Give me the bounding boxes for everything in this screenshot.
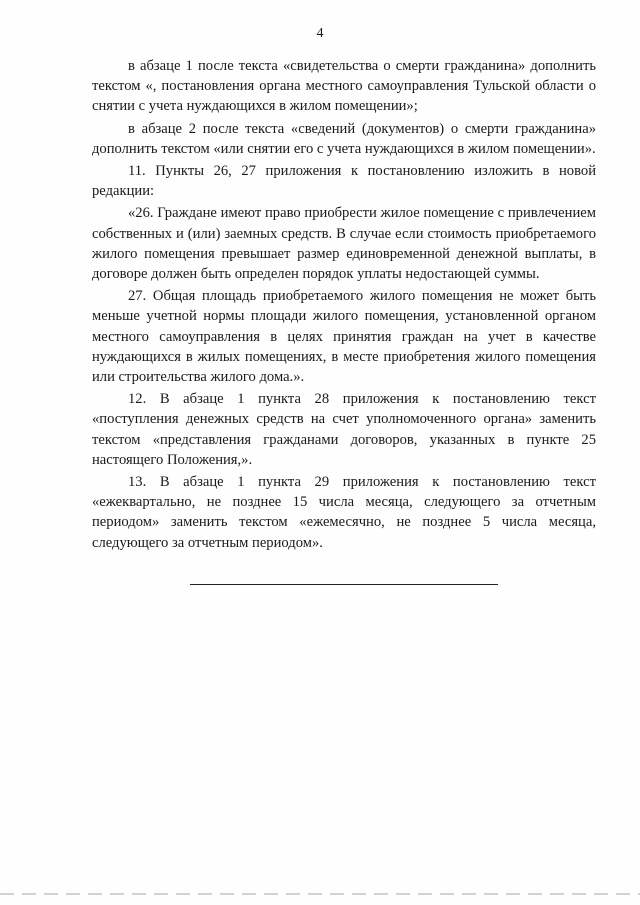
paragraph-6: 12. В абзаце 1 пункта 28 приложения к постановлению текст «поступления денежных средств на счет уполномоченного органа» заменить текстом «представления гражданами договоров, указанных в пункте 25 настоящего Положения,».: [92, 391, 596, 468]
paragraph-1: в абзаце 1 после текста «свидетельства о смерти гражданина» дополнить текстом «, постановления органа местного самоуправления Тульской области о снятии с учета нуждающихся в жилом помещении»;: [92, 58, 596, 115]
paragraph-3: 11. Пункты 26, 27 приложения к постановлению изложить в новой редакции:: [92, 163, 596, 200]
document-body: [92, 56, 596, 553]
paragraph-5: 27. Общая площадь приобретаемого жилого помещения не может быть меньше учетной нормы площади жилого помещения, установленной органом местного самоуправления в целях принятия граждан на учет в качестве нуждающихся в жилых помещениях, в месте приобретения жилого помещения или строительства жилого дома.».: [92, 288, 596, 386]
page-number: 4: [316, 26, 324, 41]
scan-artifact: [0, 893, 640, 895]
paragraph-2: в абзаце 2 после текста «сведений (документов) о смерти гражданина» дополнить текстом «или снятии его с учета нуждающихся в жилом помещении».: [92, 120, 596, 157]
end-divider-line: [190, 584, 498, 585]
paragraph-7: 13. В абзаце 1 пункта 29 приложения к постановлению текст «ежеквартально, не позднее 15 числа месяца, следующего за отчетным периодом» заменить текстом «ежемесячно, не позднее 5 числа месяца, следующего за отчетным периодом».: [92, 474, 596, 551]
paragraph-4: «26. Граждане имеют право приобрести жилое помещение с привлечением собственных и (или) заемных средств. В случае если стоимость приобретаемого жилого помещения превышает размер единовременной денежной выплаты, в договоре должен быть определен порядок уплаты недостающей суммы.: [92, 205, 596, 283]
